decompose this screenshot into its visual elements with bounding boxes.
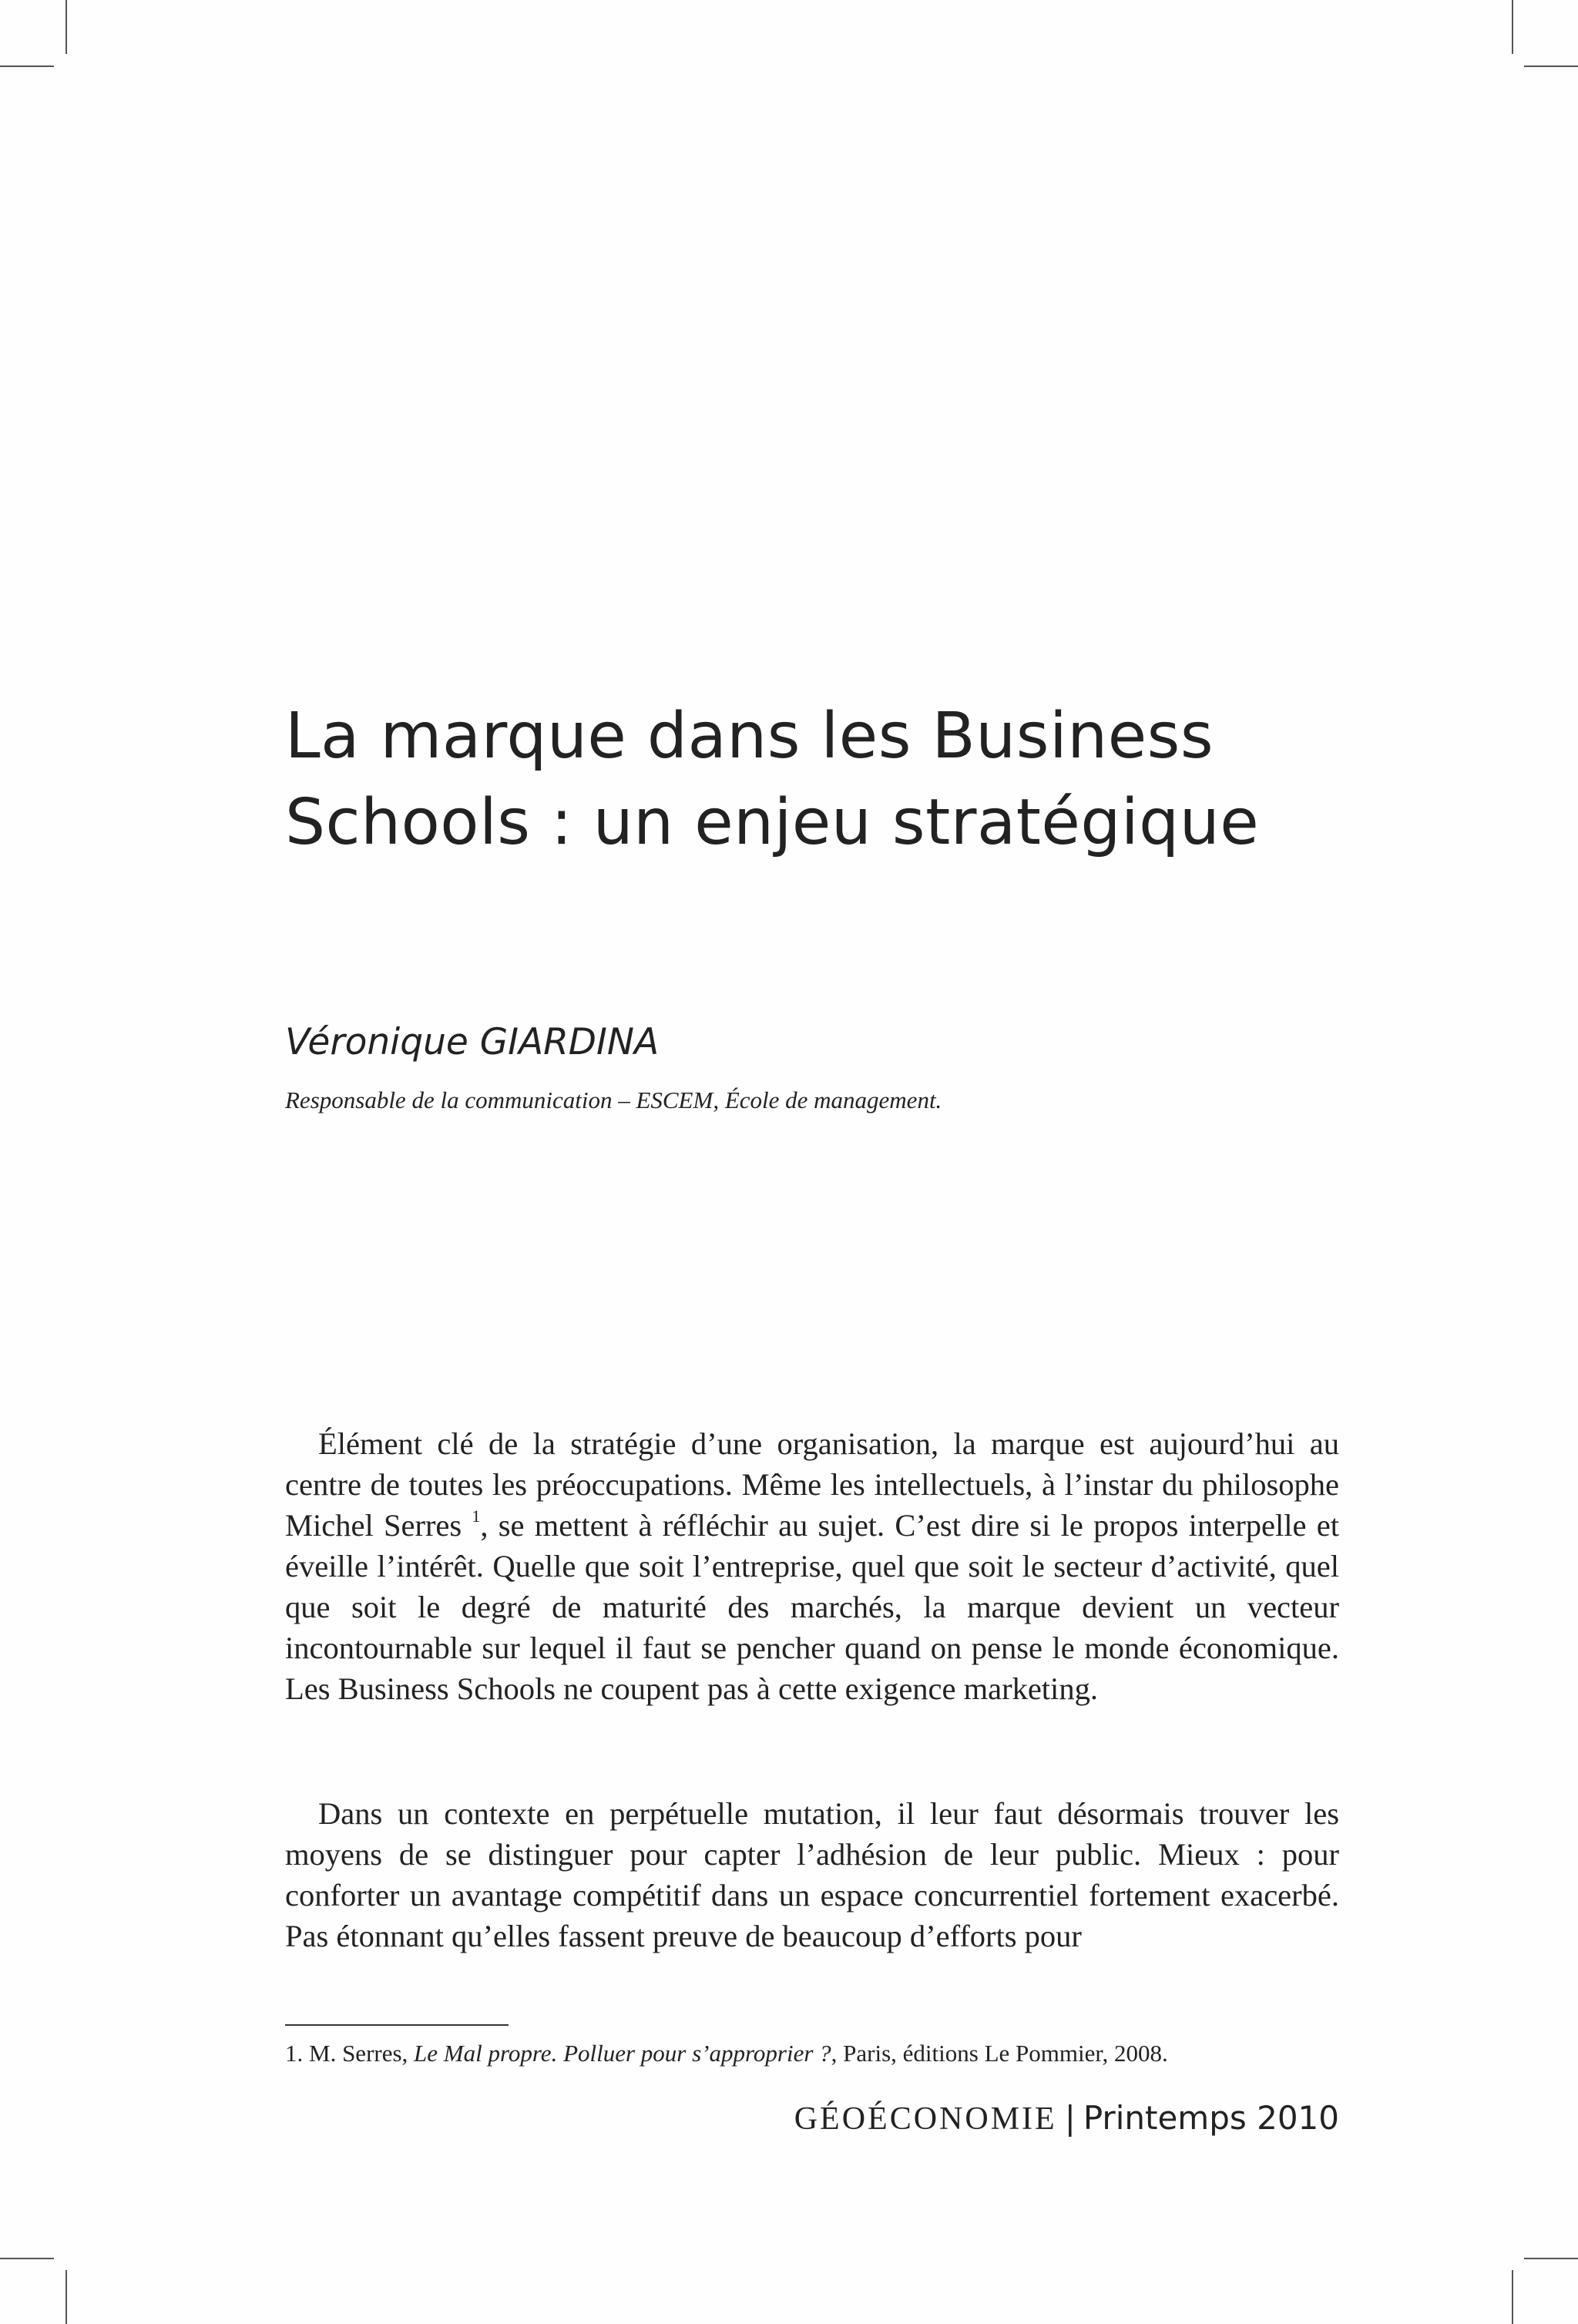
journal-name: GÉOÉCONOMIE (794, 2101, 1057, 2137)
footnote-reference: 1 (472, 1506, 481, 1526)
footnote-text: 1. M. Serres, (285, 2040, 415, 2067)
crop-mark (65, 0, 67, 54)
author-affiliation: Responsable de la communication – ESCEM, École de management. (285, 1086, 942, 1113)
body-paragraph-2: Dans un contexte en perpétuelle mutation, il leur faut désormais trouver les moyens de se distinguer pour capter l’adhésion de leur public. Mieux : pour conforter un avantage compétitif dans un espace concurrentiel fortement exacerbé. Pas étonnant qu’elles fassent preuve de beaucoup d’efforts pour (285, 1796, 1339, 1953)
footnote-text: , Paris, éditions Le Pommier, 2008. (831, 2040, 1168, 2067)
title-line-1: La marque dans les Business (285, 700, 1214, 773)
footnote (285, 2040, 1168, 2067)
author-name: Véronique GIARDINA (285, 1021, 660, 1063)
paragraph-text: Élément clé de la stratégie d’une organisation, la marque est aujourd’hui au centre de toutes les préoccupations. Même les intellectuels, à l’instar du philosophe Michel Serres (285, 1426, 1339, 1543)
paragraph-text: , se mettent à réfléchir au sujet. C’est dire si le propos interpelle et éveille l’intérêt. Quelle que soit l’entreprise, quel que soit le secteur d’activité, quel que soit le degré de maturité des marchés, la marque devient un vecteur incontournable sur lequel il faut se pencher quand on pense le monde économique. Les Business Schools ne coupent pas à cette exigence marketing. (285, 1508, 1339, 1706)
footnote-book-title: Le Mal propre. Polluer pour s’approprier ? (414, 2040, 831, 2067)
crop-mark (1512, 2270, 1513, 2324)
body-paragraph-1 (285, 1423, 1339, 1709)
crop-mark (1512, 0, 1513, 54)
footnote-divider (285, 2024, 509, 2026)
running-footer (794, 2099, 1339, 2138)
issue-label: Printemps 2010 (1083, 2099, 1339, 2137)
crop-mark (0, 2258, 54, 2259)
article-title (285, 694, 1364, 866)
crop-mark (0, 65, 54, 67)
footer-separator: | (1064, 2099, 1076, 2137)
crop-mark (65, 2270, 67, 2324)
crop-mark (1524, 65, 1578, 67)
title-line-2: Schools : un enjeu stratégique (285, 786, 1260, 859)
crop-mark (1524, 2258, 1578, 2259)
